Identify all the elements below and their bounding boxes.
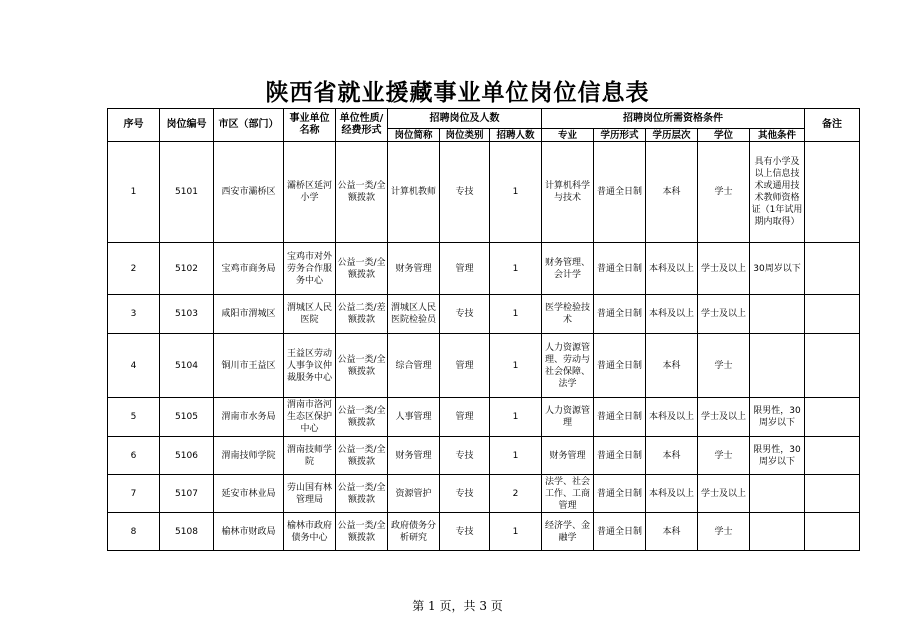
- cell-degree: 学士及以上: [698, 398, 750, 437]
- cell-major: 财务管理、会计学: [542, 243, 594, 295]
- table-row: [108, 437, 860, 475]
- cell-post-name: 政府债务分析研究: [388, 513, 440, 551]
- cell-remark: [805, 142, 860, 243]
- cell-degree: 学士: [698, 437, 750, 475]
- cell-edu-level: 本科: [646, 513, 698, 551]
- cell-nature: 公益一类/全额拨款: [336, 243, 388, 295]
- cell-nature: 公益一类/全额拨款: [336, 398, 388, 437]
- cell-city: 延安市林业局: [214, 475, 284, 513]
- header-edu-level: 学历层次: [646, 129, 698, 142]
- cell-city: 渭南市水务局: [214, 398, 284, 437]
- cell-nature: 公益一类/全额拨款: [336, 475, 388, 513]
- cell-unit: 宝鸡市对外劳务合作服务中心: [284, 243, 336, 295]
- cell-city: 渭南技师学院: [214, 437, 284, 475]
- cell-remark: [805, 437, 860, 475]
- cell-edu-form: 普通全日制: [594, 142, 646, 243]
- cell-remark: [805, 243, 860, 295]
- cell-edu-level: 本科及以上: [646, 295, 698, 334]
- cell-nature: 公益二类/差额拨款: [336, 295, 388, 334]
- cell-unit: 渭南技师学院: [284, 437, 336, 475]
- header-major: 专业: [542, 129, 594, 142]
- cell-seq: 7: [108, 475, 160, 513]
- cell-count: 2: [490, 475, 542, 513]
- cell-edu-form: 普通全日制: [594, 437, 646, 475]
- cell-code: 5103: [160, 295, 214, 334]
- cell-major: 医学检验技术: [542, 295, 594, 334]
- cell-other: 限男性，30周岁以下: [750, 437, 805, 475]
- cell-post-name: 财务管理: [388, 437, 440, 475]
- header-count: 招聘人数: [490, 129, 542, 142]
- cell-edu-form: 普通全日制: [594, 334, 646, 398]
- cell-post-type: 专技: [440, 437, 490, 475]
- table-row: [108, 334, 860, 398]
- header-degree: 学位: [698, 129, 750, 142]
- cell-edu-level: 本科: [646, 334, 698, 398]
- cell-post-type: 专技: [440, 475, 490, 513]
- cell-code: 5104: [160, 334, 214, 398]
- cell-other: [750, 475, 805, 513]
- cell-seq: 8: [108, 513, 160, 551]
- cell-count: 1: [490, 295, 542, 334]
- cell-post-name: 财务管理: [388, 243, 440, 295]
- cell-post-type: 管理: [440, 334, 490, 398]
- header-post-name: 岗位简称: [388, 129, 440, 142]
- cell-unit: 榆林市政府债务中心: [284, 513, 336, 551]
- cell-remark: [805, 334, 860, 398]
- cell-post-name: 渭城区人民医院检验员: [388, 295, 440, 334]
- cell-code: 5107: [160, 475, 214, 513]
- cell-edu-level: 本科及以上: [646, 398, 698, 437]
- cell-post-type: 专技: [440, 513, 490, 551]
- header-seq: 序号: [108, 109, 160, 142]
- cell-edu-level: 本科: [646, 437, 698, 475]
- cell-nature: 公益一类/全额拨款: [336, 437, 388, 475]
- cell-edu-form: 普通全日制: [594, 295, 646, 334]
- cell-post-type: 专技: [440, 142, 490, 243]
- cell-remark: [805, 398, 860, 437]
- header-nature: 单位性质/经费形式: [336, 109, 388, 142]
- cell-edu-form: 普通全日制: [594, 243, 646, 295]
- cell-code: 5101: [160, 142, 214, 243]
- table-row: [108, 513, 860, 551]
- cell-code: 5102: [160, 243, 214, 295]
- cell-major: 人力资源管理、劳动与社会保障、法学: [542, 334, 594, 398]
- cell-unit: 渭南市洛河生态区保护中心: [284, 398, 336, 437]
- cell-unit: 渭城区人民医院: [284, 295, 336, 334]
- cell-other: 具有小学及以上信息技术或通用技术教师资格证（1年试用期内取得）: [750, 142, 805, 243]
- cell-seq: 1: [108, 142, 160, 243]
- cell-edu-form: 普通全日制: [594, 475, 646, 513]
- cell-remark: [805, 513, 860, 551]
- cell-edu-form: 普通全日制: [594, 513, 646, 551]
- header-city: 市区（部门）: [214, 109, 284, 142]
- cell-major: 人力资源管理: [542, 398, 594, 437]
- cell-remark: [805, 475, 860, 513]
- cell-code: 5106: [160, 437, 214, 475]
- cell-degree: 学士及以上: [698, 295, 750, 334]
- cell-city: 宝鸡市商务局: [214, 243, 284, 295]
- cell-city: 咸阳市渭城区: [214, 295, 284, 334]
- table-row: [108, 295, 860, 334]
- cell-other: 30周岁以下: [750, 243, 805, 295]
- cell-count: 1: [490, 334, 542, 398]
- cell-other: [750, 513, 805, 551]
- cell-code: 5108: [160, 513, 214, 551]
- cell-unit: 劳山国有林管理局: [284, 475, 336, 513]
- header-unit: 事业单位名称: [284, 109, 336, 142]
- cell-seq: 4: [108, 334, 160, 398]
- cell-post-name: 计算机教师: [388, 142, 440, 243]
- cell-seq: 2: [108, 243, 160, 295]
- cell-degree: 学士及以上: [698, 475, 750, 513]
- header-qual-group: 招聘岗位所需资格条件: [542, 109, 805, 129]
- page-footer: 第 1 页，共 3 页: [412, 599, 503, 613]
- header-edu-form: 学历形式: [594, 129, 646, 142]
- cell-nature: 公益一类/全额拨款: [336, 142, 388, 243]
- table-row: [108, 243, 860, 295]
- header-remark: 备注: [805, 109, 860, 142]
- cell-city: 榆林市财政局: [214, 513, 284, 551]
- cell-other: [750, 295, 805, 334]
- cell-post-name: 资源管护: [388, 475, 440, 513]
- position-info-table: [107, 108, 860, 551]
- cell-degree: 学士及以上: [698, 243, 750, 295]
- table-row: [108, 398, 860, 437]
- cell-degree: 学士: [698, 513, 750, 551]
- cell-major: 经济学、金融学: [542, 513, 594, 551]
- table-header: [108, 109, 860, 142]
- cell-seq: 6: [108, 437, 160, 475]
- cell-unit: 灞桥区延河小学: [284, 142, 336, 243]
- cell-code: 5105: [160, 398, 214, 437]
- table-body: [108, 142, 860, 551]
- cell-major: 财务管理: [542, 437, 594, 475]
- header-other: 其他条件: [750, 129, 805, 142]
- cell-edu-form: 普通全日制: [594, 398, 646, 437]
- table-row: [108, 142, 860, 243]
- header-code: 岗位编号: [160, 109, 214, 142]
- header-post-type: 岗位类别: [440, 129, 490, 142]
- cell-other: [750, 334, 805, 398]
- cell-degree: 学士: [698, 334, 750, 398]
- cell-post-type: 管理: [440, 243, 490, 295]
- cell-seq: 3: [108, 295, 160, 334]
- cell-post-type: 专技: [440, 295, 490, 334]
- cell-count: 1: [490, 513, 542, 551]
- cell-other: 限男性，30周岁以下: [750, 398, 805, 437]
- table-row: [108, 475, 860, 513]
- cell-edu-level: 本科及以上: [646, 243, 698, 295]
- cell-post-type: 管理: [440, 398, 490, 437]
- cell-edu-level: 本科: [646, 142, 698, 243]
- cell-count: 1: [490, 437, 542, 475]
- header-post-group: 招聘岗位及人数: [388, 109, 542, 129]
- cell-degree: 学士: [698, 142, 750, 243]
- cell-nature: 公益一类/全额拨款: [336, 334, 388, 398]
- cell-seq: 5: [108, 398, 160, 437]
- cell-unit: 王益区劳动人事争议仲裁服务中心: [284, 334, 336, 398]
- cell-post-name: 人事管理: [388, 398, 440, 437]
- cell-count: 1: [490, 243, 542, 295]
- cell-city: 铜川市王益区: [214, 334, 284, 398]
- cell-city: 西安市灞桥区: [214, 142, 284, 243]
- cell-count: 1: [490, 142, 542, 243]
- cell-edu-level: 本科及以上: [646, 475, 698, 513]
- cell-count: 1: [490, 398, 542, 437]
- cell-major: 计算机科学与技术: [542, 142, 594, 243]
- cell-remark: [805, 295, 860, 334]
- cell-major: 法学、社会工作、工商管理: [542, 475, 594, 513]
- page-title: 陕西省就业援藏事业单位岗位信息表: [265, 79, 650, 106]
- cell-nature: 公益一类/全额拨款: [336, 513, 388, 551]
- cell-post-name: 综合管理: [388, 334, 440, 398]
